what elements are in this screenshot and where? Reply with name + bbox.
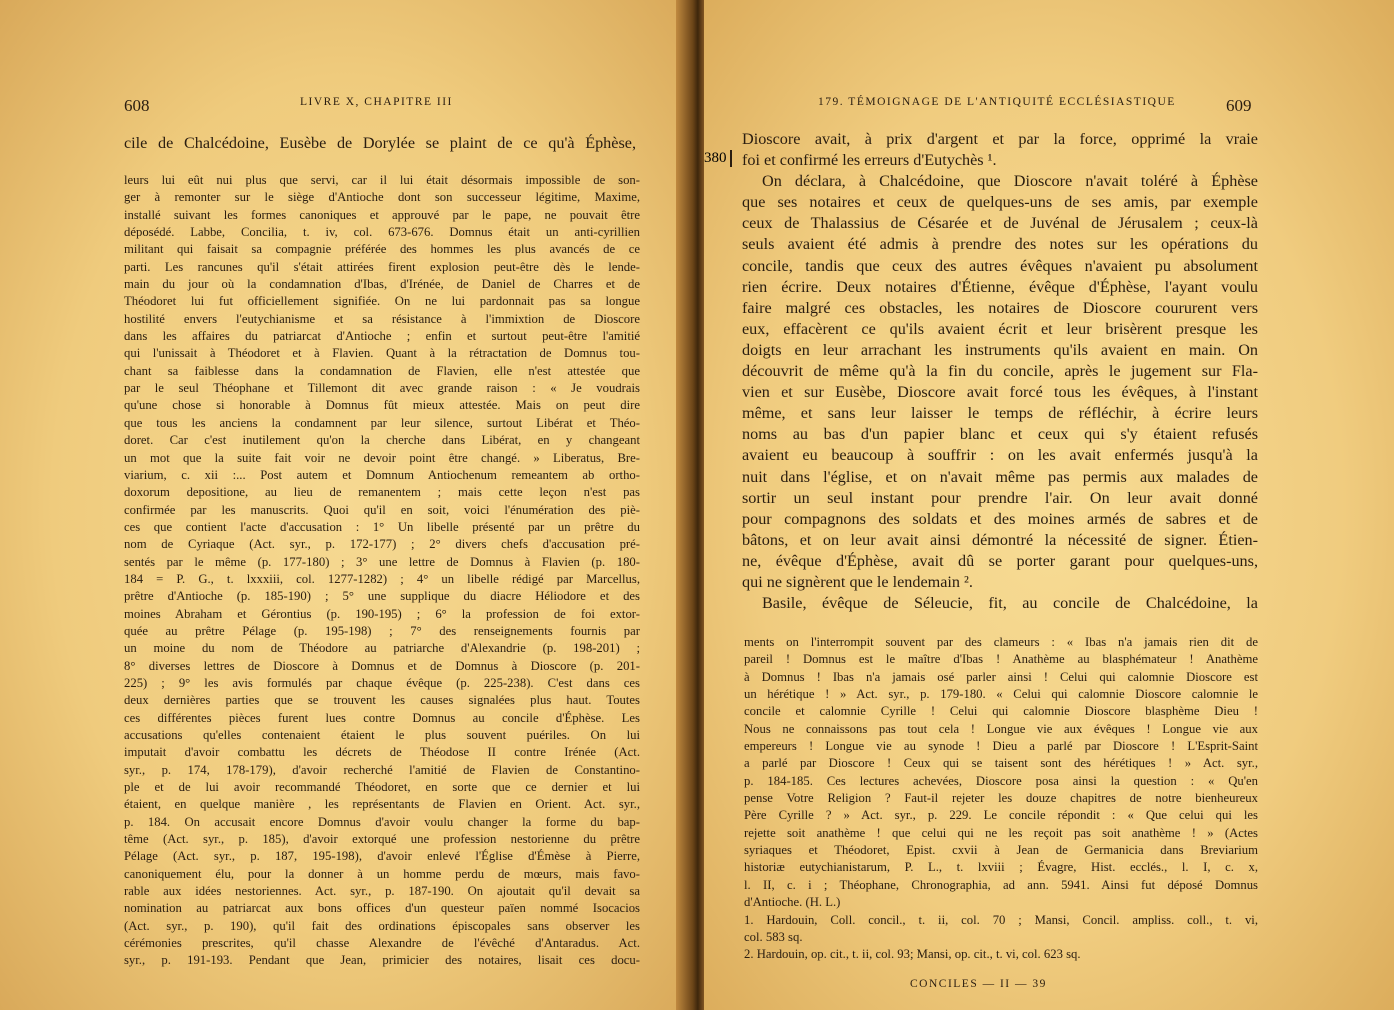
text-line: ger à remonter sur le siège d'Antioche dont son successeur légitime, Maxime, (124, 190, 640, 205)
text-line: Pélage (Act. syr., p. 187, 195-198), d'avoir enlevé l'Église d'Émèse à Pierre, (124, 849, 640, 864)
text-line: ne, évêque d'Éphèse, avait dû se porter garant pour quelques-uns, (742, 551, 1258, 570)
text-line: 8° diverses lettres de Dioscore à Domnus et de Domnus à Dioscore (p. 201- (124, 658, 640, 673)
text-line: leurs lui eût nui plus que servi, car il lui était désormais impossible de son- (124, 173, 640, 187)
text-line: concile, tandis que ceux des autres évêques n'avaient pu absolument (742, 256, 1258, 275)
text-line: Dioscore avait, à prix d'argent et par la force, opprimé la vraie (742, 130, 1258, 148)
text-line: main du jour où la condamnation d'Ibas, d'Irénée, de Daniel de Charres et de (124, 277, 640, 292)
text-line: concile et calomnie Cyrille ! Celui qui calomnie Dioscore blasphème Dieu ! (744, 704, 1258, 719)
text-line: bâtons, et on leur avait ainsi démontré la nécessité de signer. Étien- (742, 530, 1258, 549)
text-line: rejette soit anathème ! que celui qui ne les reçoit pas soit anathème ! » (Actes (744, 825, 1258, 840)
text-line: confirmée par les manuscrits. Quoi qu'il en soit, voici l'énumération des piè- (124, 502, 640, 517)
text-line: quée au prêtre Pélage (p. 195-198) ; 7° des renseignements fournis par (124, 623, 640, 638)
text-line: empereurs ! Longue vie au synode ! Dieu a parlé par Dioscore ! L'Esprit-Saint (744, 739, 1258, 754)
text-line: p. 184-185. Ces lectures achevées, Dioscore posa ainsi la question : « Qu'en (744, 773, 1258, 788)
text-line: Basile, évêque de Séleucie, fit, au concile de Chalcédoine, la (762, 594, 1258, 613)
text-line: Théodoret lui fut officiellement signifiée. On ne lui pardonnait pas sa longue (124, 294, 640, 309)
text-line: dans les affaires du patriarcat d'Antioche ; enfin et surtout peut-être l'amitié (124, 329, 640, 344)
text-line: accusations qu'elles contenaient étaient le plus souvent puériles. On lui (124, 728, 640, 742)
main-text (124, 133, 636, 154)
text-line: tême (Act. syr., p. 185), d'avoir extorqué une profession nestorienne du prêtre (124, 832, 640, 847)
text-line: nom de Cyriaque (Act. syr., p. 172-177) ; 2° divers chefs d'accusation pré- (124, 537, 640, 552)
text-line: d'Antioche. (H. L.) (744, 895, 841, 910)
text-line: que ses notaires et ceux de quelques-uns de ses amis, par exemple (742, 193, 1258, 212)
text-line: sortir un seul instant pour prendre l'air. On leur avait donné (742, 488, 1258, 507)
text-line: doxorum depositione, au lieu de remanentem ; mais cette leçon n'est pas (124, 485, 640, 500)
text-line: ceux de Thalassius de Césarée et de Juvénal de Jérusalem ; ceux-là (742, 214, 1258, 233)
text-line: foi et confirmé les erreurs d'Eutychès ¹. (742, 151, 997, 170)
text-line: doigts en leur arrachant les instruments qu'ils avaient en main. On (742, 340, 1258, 359)
text-line: syr., p. 174, 178-179), d'avoir recherché l'amitié de Flavien de Constantino- (124, 762, 640, 777)
text-line: qui l'unissait à Théodoret et à Flavien. Quant à la rétractation de Domnus tou- (124, 346, 640, 361)
text-line: 184 = P. G., t. lxxxiii, col. 1277-1282) ; 4° un libelle rédigé par Marcellus, (124, 571, 640, 586)
text-line: que tous les anciens la condamnent par leur silence, surtout Libérat et Théo- (124, 415, 640, 430)
text-line: nuit dans l'église, et on n'avait même pas permis aux malades de (742, 467, 1258, 486)
text-line: un moine du nom de Théodore au patriarche d'Alexandrie (p. 198-201) ; (124, 641, 640, 656)
text-line: avaient eu beaucoup à souffrir : on les avait enfermés jusqu'à la (742, 446, 1258, 465)
text-line: ces différentes pièces furent lues contre Domnus au concile d'Éphèse. Les (124, 710, 640, 725)
text-line: seuls avaient été admis à prendre des notes sur les opérations du (742, 235, 1258, 254)
text-line: canoniquement élu, pour la donner à un homme perdu de mœurs, mais favo- (124, 866, 640, 881)
text-line: 225) ; 9° les avis formulés par chaque évêque (p. 225-238). C'est dans ces (124, 675, 640, 690)
text-line: qu'une chose si honorable à Domnus fût mieux attestée. Mais on peut dire (124, 398, 640, 413)
text-line: syriaques et Théodoret, Epist. cxvii à Jean de Germanicia dans Breviarium (744, 843, 1258, 858)
text-line: moines Abraham et Gérontius (p. 190-195) ; 6° la profession de foi extor- (124, 606, 640, 621)
left-page (0, 0, 690, 1010)
text-line: ces que contient l'acte d'accusation : 1° Un libelle présenté par un prêtre du (124, 519, 640, 534)
text-line: cérémonies prescrites, qu'il chasse Alexandre de l'évêché d'Antaradus. Act. (124, 936, 640, 951)
text-line: eux, effacèrent ce qu'ils avaient écrit et leur brisèrent presque les (742, 319, 1258, 338)
text-line: syr., p. 191-193. Pendant que Jean, primicier des notaires, lisait ces docu- (124, 953, 640, 968)
text-line: pour compagnons des soldats et des moines armés de sabres et de (742, 509, 1258, 528)
text-line: à Domnus ! Ibas n'a jamais osé parler ainsi ! Celui qui calomnie Dioscore est (744, 669, 1258, 684)
page-number: 609 (1226, 96, 1252, 115)
text-line: par le seul Théophane et Tillemont dit avec grande raison : « Je voudrais (124, 381, 640, 396)
text-line: l. II, c. i ; Théophane, Chronographia, ad ann. 5941. Ainsi fut déposé Domnus (744, 877, 1258, 892)
footnotes (744, 634, 1258, 964)
text-line: nomination au patriarcat aux bons offices d'un questeur païen nommé Isocacios (124, 901, 640, 916)
text-line: deux dernières parties que se trouvent les causes signalées plus haut. Toutes (124, 693, 640, 708)
text-line: doret. Car c'est inutilement qu'on la cherche dans Libérat, en y changeant (124, 433, 640, 448)
text-line: 1. Hardouin, Coll. concil., t. ii, col. 70 ; Mansi, Concil. ampliss. coll., t. vi, (744, 912, 1258, 927)
text-line: rable aux idées nestoriennes. Act. syr., p. 187-190. On ajoutait qu'il devait sa (124, 884, 640, 899)
text-line: col. 583 sq. (744, 929, 803, 944)
text-line: pense Votre Religion ? Faut-il rejeter les douze chapitres de notre bienheureux (744, 791, 1258, 806)
signature-footer: CONCILES — II — 39 (910, 978, 1047, 990)
text-line: ple et de lui avoir recommandé Théodoret, en sorte que ce dernier et lui (124, 780, 640, 795)
text-line: faire malgré ces obstacles, les notaires de Dioscore coururent vers (742, 298, 1258, 317)
margin-reference: 380 (704, 150, 732, 167)
text-line: déposédé. Labbe, Concilia, t. iv, col. 673-676. Domnus était un anti-cyrillien (124, 225, 640, 240)
text-line: vien et sur Eusèbe, Dioscore avait forcé tous les évêques, à l'instant (742, 383, 1258, 402)
right-page (704, 0, 1394, 1010)
text-line: rien écrire. Deux notaires d'Étienne, évêque d'Éphèse, l'ayant voulu (742, 277, 1258, 296)
text-line: cile de Chalcédoine, Eusèbe de Dorylée se plaint de ce qu'à Éphèse, (124, 134, 636, 152)
text-line: On déclara, à Chalcédoine, que Dioscore n'avait toléré à Éphèse (762, 172, 1258, 191)
text-line: imputait d'avoir combattu les décrets de Théodose II contre Irénée (Act. (124, 745, 640, 760)
text-line: installé suivant les formes canoniques et approuvé par le pape, ne pouvait être (124, 207, 640, 222)
text-line: ments on l'interrompit souvent par des clameurs : « Ibas n'a jamais rien dit de (744, 635, 1258, 649)
text-line: un mot que la suite fait voir ne devoir point être changé. » Liberatus, Bre- (124, 450, 640, 465)
text-line: a parlé par Dioscore ! Ceux qui se taisent sont des hérétiques ! » Act. syr., (744, 756, 1258, 771)
text-line: étaient, en quelque manière , les représentants de Flavien en Orient. Act. syr., (124, 797, 640, 812)
text-line: parti. Les rancunes qu'il s'était attirées firent explosion peut-être dès le lende- (124, 259, 640, 274)
text-line: 2. Hardouin, op. cit., t. ii, col. 93; Mansi, op. cit., t. vi, col. 623 sq. (744, 947, 1081, 962)
text-line: hostilité envers l'eutychianisme et sa résistance à l'immixtion de Dioscore (124, 311, 640, 326)
text-line: pareil ! Domnus est le maître d'Ibas ! Anathème au blasphémateur ! Anathème (744, 652, 1258, 667)
text-line: sentés par le même (p. 177-180) ; 3° une lettre de Domnus à Flavien (p. 180- (124, 554, 640, 569)
text-line: Nous ne connaissons pas tout cela ! Longue vie aux évêques ! Longue vie aux (744, 721, 1258, 736)
text-line: viarium, c. xii :... Post autem et Domnum Antiochenum remeantem ab ortho- (124, 467, 640, 482)
main-text (742, 129, 1258, 614)
text-line: prêtre d'Antioche (p. 185-190) ; 5° une supplique du diacre Héliodore et des (124, 589, 640, 604)
text-line: qui ne signèrent que le lendemain ². (742, 572, 973, 591)
running-head: 179. TÉMOIGNAGE DE L'ANTIQUITÉ ECCLÉSIASTIQUE (818, 96, 1176, 108)
text-line: même, et sans leur laisser le temps de réfléchir, à écrire leurs (742, 404, 1258, 423)
text-line: militant qui faisait sa compagnie préférée des hommes les plus avancés de ce (124, 242, 640, 257)
text-line: historiæ eutychianistarum, P. L., t. lxviii ; Évagre, Hist. ecclés., l. I, c. x, (744, 860, 1258, 875)
text-line: p. 184. On accusait encore Domnus d'avoir voulu changer la forme du bap- (124, 814, 640, 829)
text-line: (Act. syr., p. 190), qu'il fait des ordinations épiscopales sans observer les (124, 918, 640, 933)
running-head: LIVRE X, CHAPITRE III (300, 96, 453, 108)
text-line: noms au bas d'un papier blanc et ceux qui s'y étaient refusés (742, 425, 1258, 444)
text-line: chant sa faiblesse dans la condamnation de Flavien, elle n'est attestée que (124, 363, 640, 378)
footnotes (124, 172, 640, 970)
text-line: un hérétique ! » Act. syr., p. 179-180. « Celui qui calomnie Dioscore calomnie le (744, 687, 1258, 702)
page-number: 608 (124, 96, 150, 115)
text-line: Père Cyrille ? » Act. syr., p. 229. Le concile répondit : « Que celui qui les (744, 808, 1258, 823)
text-line: découvrit de même qu'à la fin du concile, après le jugement sur Fla- (742, 362, 1258, 381)
